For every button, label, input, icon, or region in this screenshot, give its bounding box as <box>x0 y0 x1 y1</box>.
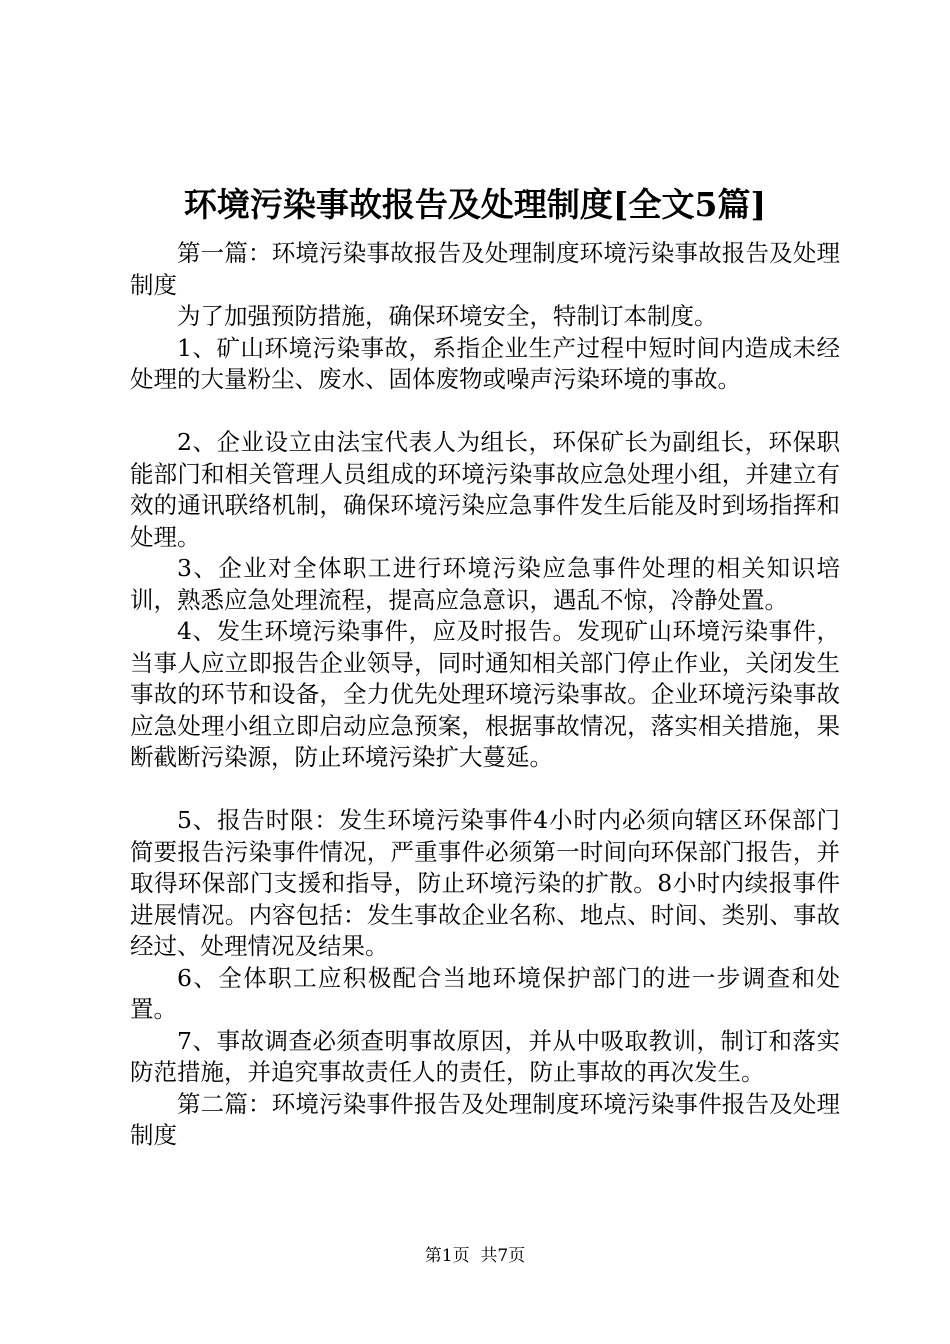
document-body <box>130 238 840 1152</box>
paragraph-item-6: 6、全体职工应积极配合当地环境保护部门的进一步调查和处置。 <box>130 963 840 1023</box>
paragraph-purpose: 为了加强预防措施，确保环境安全，特制订本制度。 <box>177 302 718 330</box>
page-number-footer: 第1页 共7页 <box>424 1246 526 1266</box>
paragraph-item-2: 2、企业设立由法宝代表人为组长，环保矿长为副组长，环保职能部门和相关管理人员组成的环境污染事故应急处理小组，并建立有效的通讯联络机制，确保环境污染应急事件发生后能及时到场指挥和处理。 <box>130 428 840 551</box>
paragraph-item-1: 1、矿山环境污染事故，系指企业生产过程中短时间内造成未经处理的大量粉尘、废水、固体废物或噪声污染环境的事故。 <box>130 333 840 393</box>
paragraph-item-7: 7、事故调查必须查明事故原因，并从中吸取教训，制订和落实防范措施，并追究事故责任人的责任，防止事故的再次发生。 <box>130 1026 840 1086</box>
paragraph-item-5: 5、报告时限：发生环境污染事件4小时内必须向辖区环保部门简要报告污染事件情况，严重事件必须第一时间向环保部门报告，并取得环保部门支援和指导，防止环境污染的扩散。8小时内续报事件进展情况。内容包括：发生事故企业名称、地点、时间、类别、事故经过、处理情况及结果。 <box>130 806 840 960</box>
paragraph-part-one-heading: 第一篇：环境污染事故报告及处理制度环境污染事故报告及处理制度 <box>130 239 840 299</box>
paragraph-item-4: 4、发生环境污染事件，应及时报告。发现矿山环境污染事件，当事人应立即报告企业领导，同时通知相关部门停止作业，关闭发生事故的环节和设备，全力优先处理环境污染事故。企业环境污染事故应急处理小组立即启动应急预案，根据事故情况，落实相关措施，果断截断污染源，防止环境污染扩大蔓延。 <box>130 617 840 771</box>
paragraph-part-two-heading: 第二篇：环境污染事件报告及处理制度环境污染事件报告及处理制度 <box>130 1089 840 1149</box>
document-title: 环境污染事故报告及处理制度[全文5篇] <box>183 185 767 224</box>
paragraph-item-3: 3、企业对全体职工进行环境污染应急事件处理的相关知识培训，熟悉应急处理流程，提高应急意识，遇乱不惊，冷静处置。 <box>130 554 840 614</box>
